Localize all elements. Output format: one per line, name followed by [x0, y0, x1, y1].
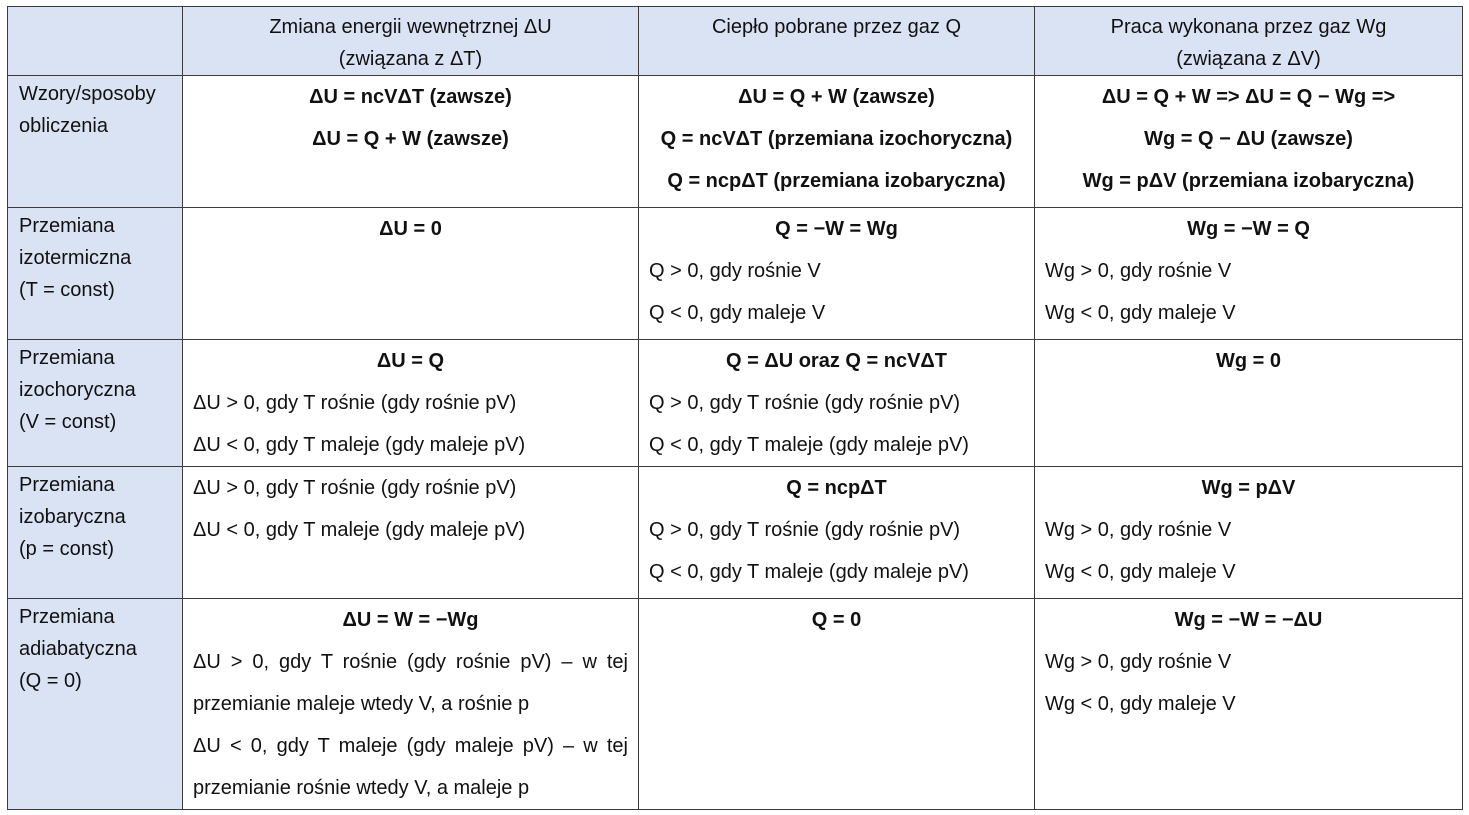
condition-line: ΔU > 0, gdy T rośnie (gdy rośnie pV) – w tej — [193, 651, 628, 673]
formula-line: ΔU = ncVΔT (zawsze) — [309, 86, 512, 108]
header-internal-energy — [183, 7, 639, 76]
table-cell — [183, 340, 639, 467]
row-label-line: adiabatyczna — [19, 638, 137, 660]
row-label — [8, 467, 183, 599]
table-cell — [183, 467, 639, 599]
formula-line: Q = ncpΔT — [786, 477, 887, 499]
condition-line: Wg > 0, gdy rośnie V — [1045, 260, 1232, 282]
formula-line: ΔU = W = −Wg — [342, 609, 479, 631]
table-row — [8, 467, 1463, 599]
table-row — [8, 76, 1463, 208]
row-label-line: (V = const) — [19, 411, 117, 433]
row-label-line: obliczenia — [19, 115, 108, 137]
table-cell — [1035, 208, 1463, 340]
row-label-line: (p = const) — [19, 538, 115, 560]
header-line: Ciepło pobrane przez gaz Q — [711, 16, 962, 38]
condition-line: przemianie rośnie wtedy V, a maleje p — [193, 777, 530, 799]
row-label-line: Przemiana — [19, 474, 115, 496]
table-row — [8, 208, 1463, 340]
table-cell — [1035, 467, 1463, 599]
row-label — [8, 76, 183, 208]
row-label-line: Przemiana — [19, 347, 115, 369]
condition-line: ΔU > 0, gdy T rośnie (gdy rośnie pV) — [193, 477, 517, 499]
header-line: Zmiana energii wewnętrznej ΔU — [269, 16, 552, 38]
header-work — [1035, 7, 1463, 76]
header-line: Praca wykonana przez gaz Wg — [1110, 16, 1387, 38]
row-label-line: izochoryczna — [19, 379, 136, 401]
row-label-line: (Q = 0) — [19, 670, 82, 692]
formula-line: ΔU = Q + W (zawsze) — [738, 86, 935, 108]
formula-line: ΔU = Q + W (zawsze) — [312, 128, 509, 150]
row-label-line: Wzory/sposoby — [19, 83, 156, 105]
condition-line: przemianie maleje wtedy V, a rośnie p — [193, 693, 530, 715]
table-cell — [1035, 340, 1463, 467]
table-row — [8, 340, 1463, 467]
condition-line: Q > 0, gdy T rośnie (gdy rośnie pV) — [649, 392, 961, 414]
condition-line: ΔU < 0, gdy T maleje (gdy maleje pV) — [193, 434, 526, 456]
condition-line: Q > 0, gdy rośnie V — [649, 260, 821, 282]
condition-line: Wg < 0, gdy maleje V — [1045, 561, 1236, 583]
formula-line: Wg = 0 — [1215, 350, 1281, 372]
row-label-line: izotermiczna — [19, 247, 132, 269]
condition-line: Wg < 0, gdy maleje V — [1045, 693, 1236, 715]
row-label — [8, 599, 183, 810]
condition-line: Wg < 0, gdy maleje V — [1045, 302, 1236, 324]
table-cell — [639, 599, 1035, 810]
formula-line: Q = ΔU oraz Q = ncVΔT — [725, 350, 948, 372]
header-heat — [639, 7, 1035, 76]
row-label-line: Przemiana — [19, 215, 115, 237]
table-cell — [639, 467, 1035, 599]
table-cell — [1035, 599, 1463, 810]
formula-line: Q = ncpΔT (przemiana izobaryczna) — [667, 170, 1006, 192]
formula-line: Wg = pΔV (przemiana izobaryczna) — [1082, 170, 1415, 192]
formula-line: ΔU = Q — [376, 350, 445, 372]
formula-line: Q = 0 — [811, 609, 862, 631]
condition-line: Wg > 0, gdy rośnie V — [1045, 651, 1232, 673]
condition-line: ΔU > 0, gdy T rośnie (gdy rośnie pV) — [193, 392, 517, 414]
formula-line: Q = ncVΔT (przemiana izochoryczna) — [660, 128, 1013, 150]
table-cell — [183, 76, 639, 208]
table-cell — [183, 599, 639, 810]
formula-line: Wg = −W = Q — [1187, 218, 1310, 240]
header-row — [8, 7, 1463, 76]
condition-line: Q > 0, gdy T rośnie (gdy rośnie pV) — [649, 519, 961, 541]
condition-line: Wg > 0, gdy rośnie V — [1045, 519, 1232, 541]
table-cell — [1035, 76, 1463, 208]
header-line: (związana z ΔV) — [1176, 48, 1321, 70]
formula-line: ΔU = 0 — [379, 218, 442, 240]
condition-line: ΔU < 0, gdy T maleje (gdy maleje pV) — [193, 519, 526, 541]
formula-line: Q = −W = Wg — [775, 218, 898, 240]
header-line: (związana z ΔT) — [338, 48, 483, 70]
row-label — [8, 208, 183, 340]
row-label-line: izobaryczna — [19, 506, 126, 528]
corner-cell — [8, 7, 183, 76]
table-row — [8, 599, 1463, 810]
formula-line: Wg = pΔV — [1201, 477, 1296, 499]
formula-line: Wg = Q − ΔU (zawsze) — [1144, 128, 1353, 150]
formula-line: Wg = −W = −ΔU — [1174, 609, 1323, 631]
table-cell — [639, 208, 1035, 340]
table-cell — [639, 76, 1035, 208]
table-cell — [183, 208, 639, 340]
table-cell — [639, 340, 1035, 467]
row-label — [8, 340, 183, 467]
condition-line: Q < 0, gdy maleje V — [649, 302, 826, 324]
row-label-line: (T = const) — [19, 279, 115, 301]
condition-line: Q < 0, gdy T maleje (gdy maleje pV) — [649, 561, 969, 583]
thermodynamics-table — [7, 6, 1463, 810]
condition-line: ΔU < 0, gdy T maleje (gdy maleje pV) – w tej — [193, 735, 628, 757]
row-label-line: Przemiana — [19, 606, 115, 628]
formula-line: ΔU = Q + W => ΔU = Q − Wg => — [1101, 86, 1396, 108]
condition-line: Q < 0, gdy T maleje (gdy maleje pV) — [649, 434, 969, 456]
